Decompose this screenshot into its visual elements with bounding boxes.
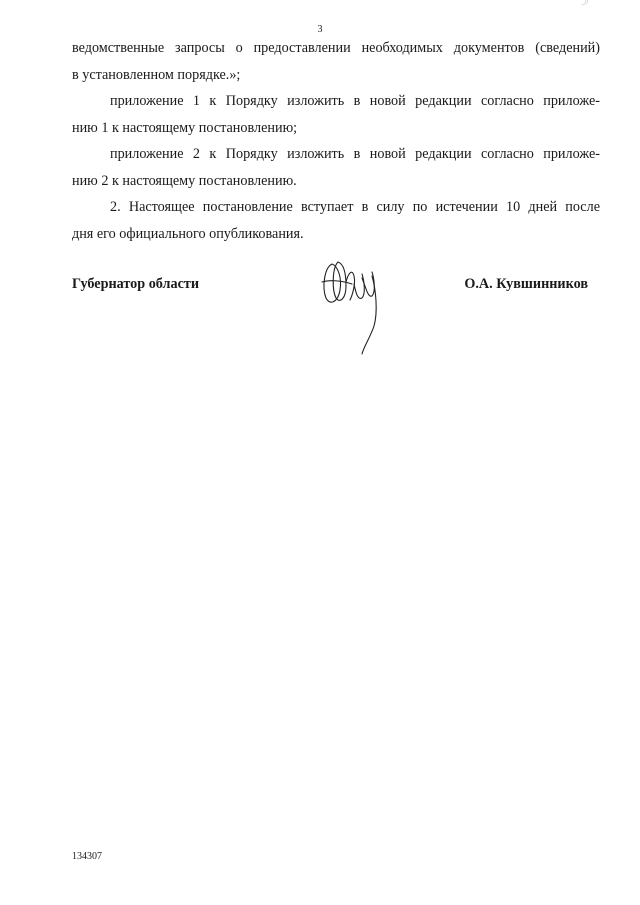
signer-name: О.А. Кувшинников <box>464 276 588 292</box>
paragraph-line: в установленном порядке.»; <box>72 66 241 83</box>
paragraph-line: ведомственные запросы о предоставлении необходимых документов (сведений) <box>72 40 600 56</box>
corner-mark: _// <box>581 0 588 6</box>
paragraph-line: приложение 2 к Порядку изложить в новой редакции согласно приложе- <box>110 146 600 162</box>
paragraph-line: приложение 1 к Порядку изложить в новой редакции согласно приложе- <box>110 93 600 109</box>
paragraph-line: нию 2 к настоящему постановлению. <box>72 172 297 189</box>
document-body <box>72 35 600 247</box>
position-title: Губернатор области <box>72 276 200 292</box>
page-number: 3 <box>317 24 323 35</box>
handwritten-signature <box>318 254 384 356</box>
document-number: 134307 <box>72 851 102 862</box>
paragraph-line: нию 1 к настоящему постановлению; <box>72 119 298 136</box>
paragraph-line: 2. Настоящее постановление вступает в силу по истечении 10 дней после <box>110 199 600 215</box>
paragraph-line: дня его официального опубликования. <box>72 225 304 242</box>
